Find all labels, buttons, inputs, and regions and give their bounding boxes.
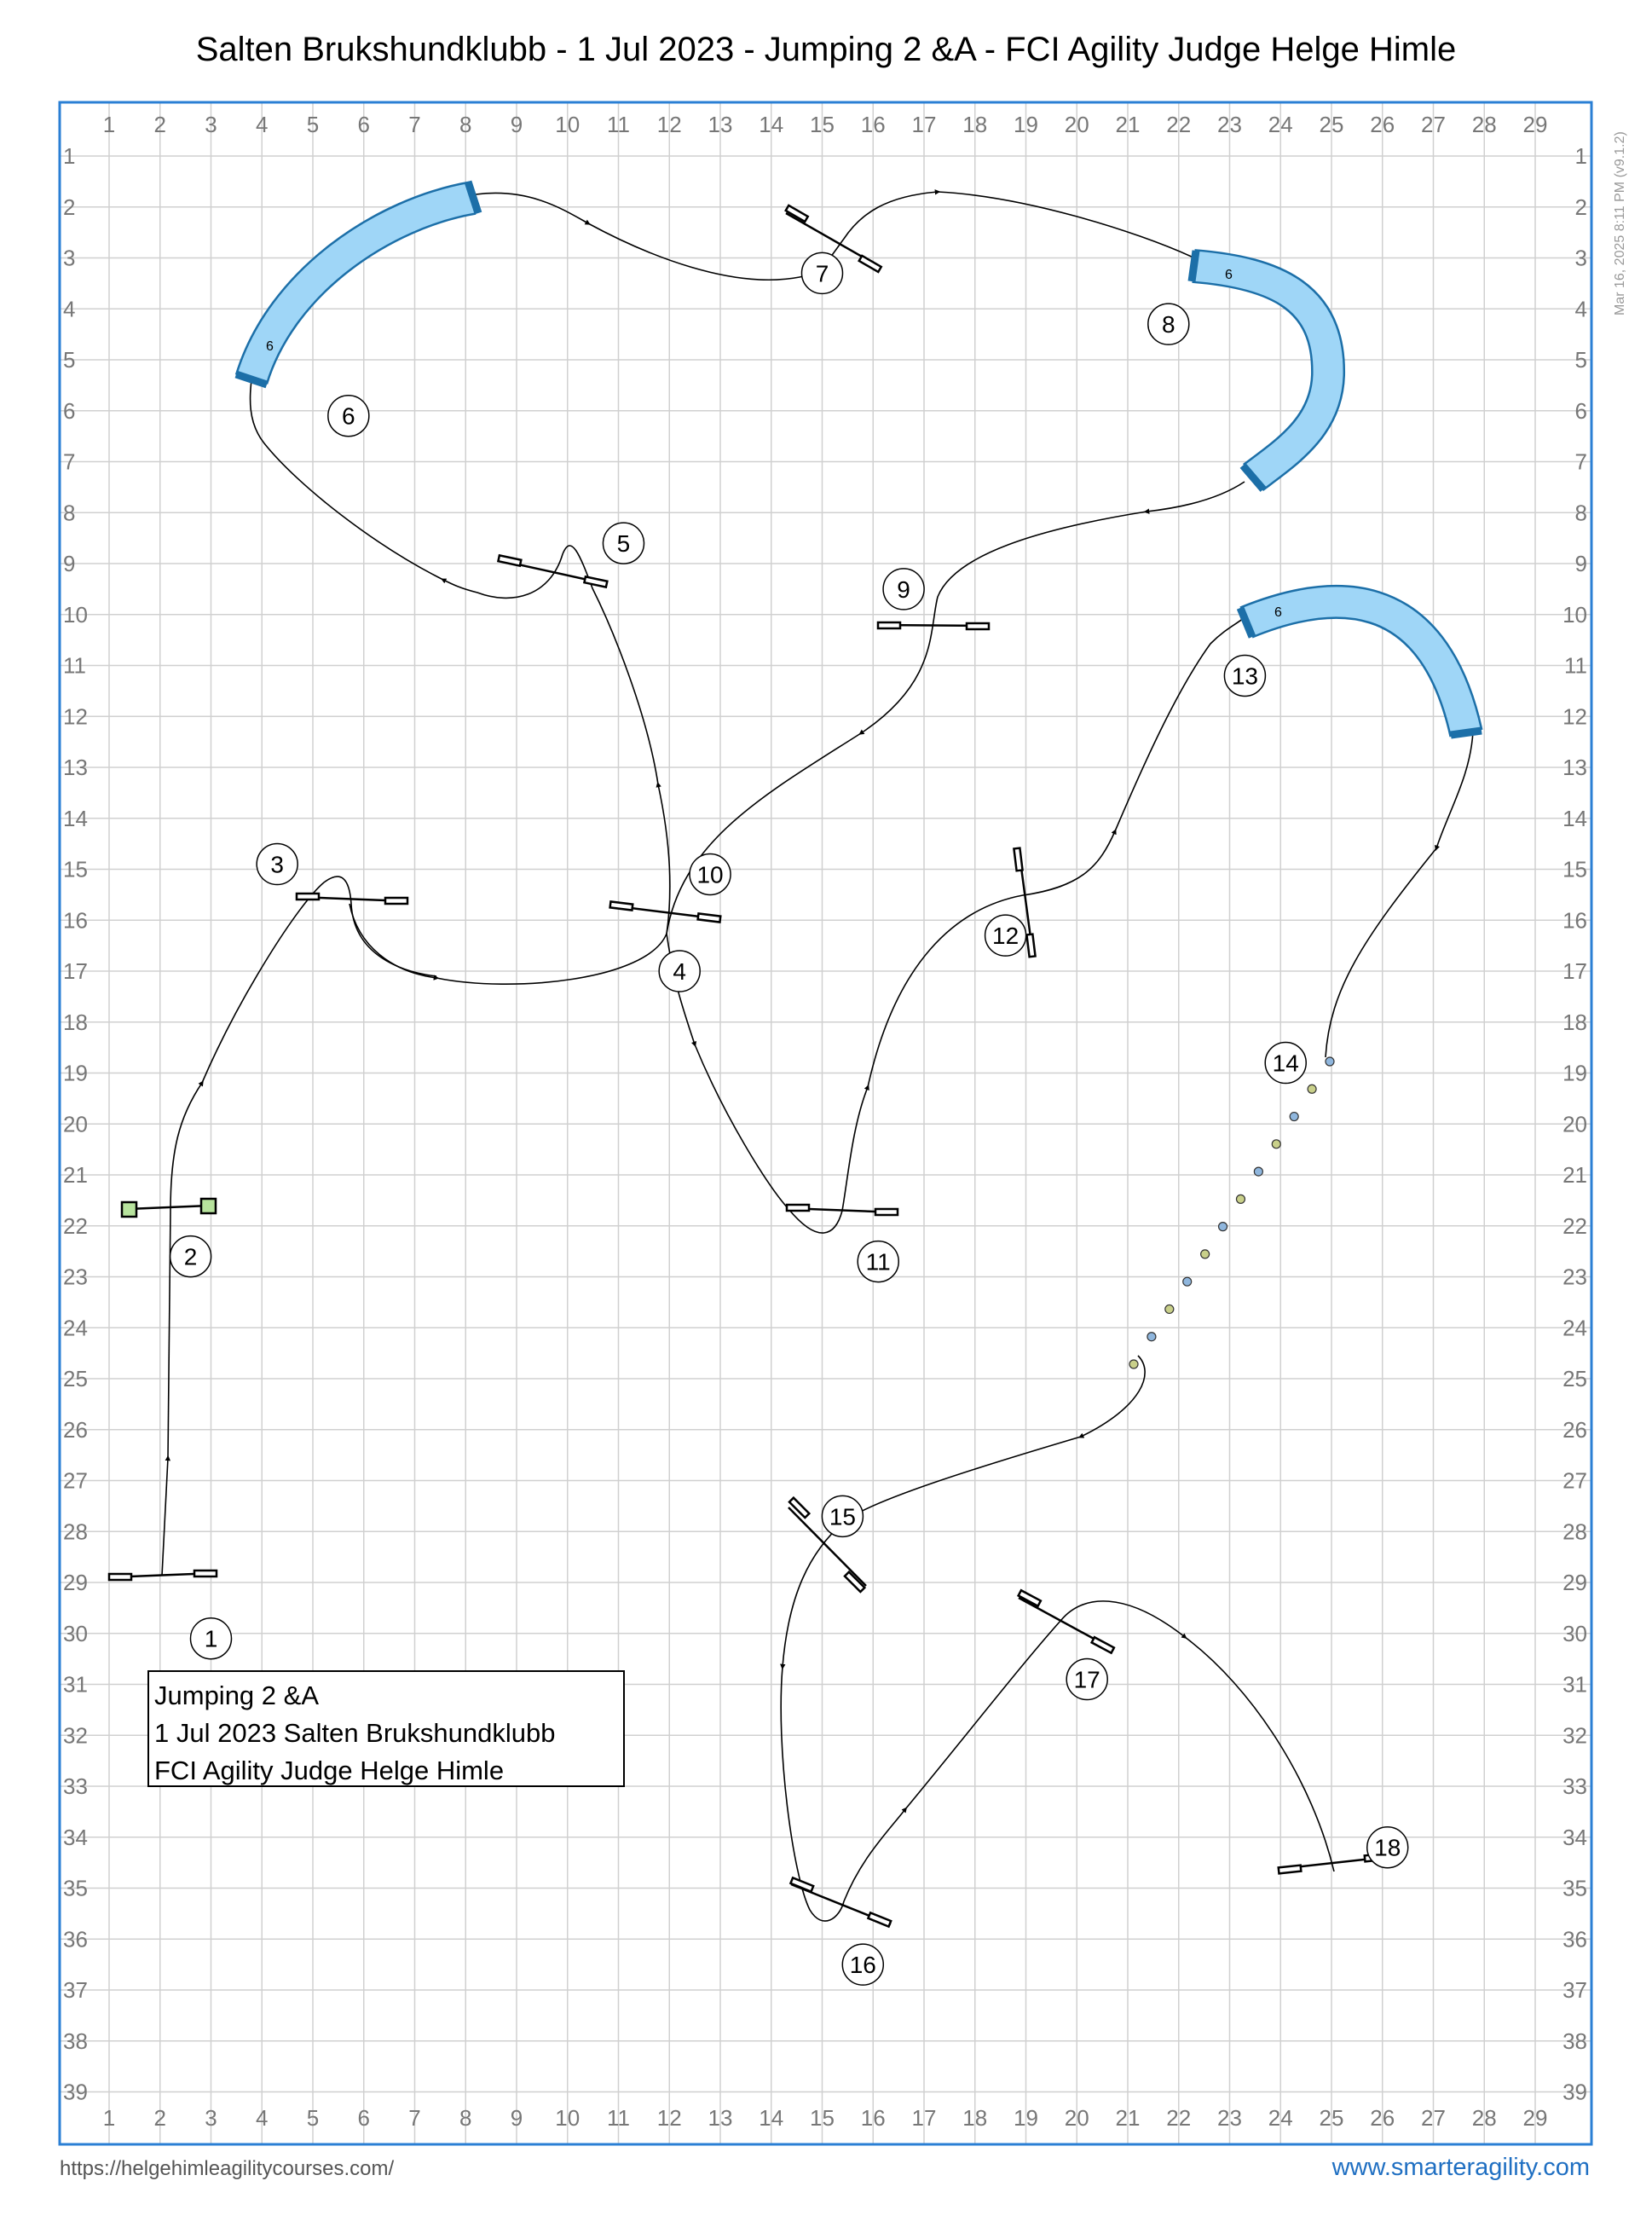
jumps bbox=[109, 205, 1387, 1927]
grid-row-label: 10 bbox=[1562, 601, 1587, 628]
obstacle-number-3 bbox=[257, 844, 297, 885]
weave-pole bbox=[1129, 1360, 1138, 1368]
obstacle-number-16 bbox=[842, 1944, 883, 1985]
weave-pole bbox=[1272, 1140, 1280, 1148]
grid-col-label: 18 bbox=[962, 112, 988, 137]
grid-row-label: 26 bbox=[1562, 1416, 1587, 1443]
path-16-17 bbox=[905, 1601, 1185, 1809]
footer-website-link[interactable]: https://helgehimleagilitycourses.com/ bbox=[60, 2157, 395, 2180]
grid-row-label: 4 bbox=[1574, 296, 1587, 322]
obstacle-number-2 bbox=[170, 1236, 211, 1277]
obstacle-number-13 bbox=[1224, 655, 1265, 696]
path-1-2b bbox=[168, 1211, 170, 1458]
grid-row-label: 29 bbox=[63, 1570, 88, 1595]
tunnel-13-label: 6 bbox=[1274, 605, 1282, 620]
svg-text:8: 8 bbox=[1162, 311, 1175, 338]
grid-col-label: 1 bbox=[102, 2105, 116, 2131]
grid-col-label: 20 bbox=[1064, 2105, 1089, 2131]
footer-brand-link[interactable]: www.smarteragility.com bbox=[1331, 2154, 1590, 2181]
grid-row-label: 37 bbox=[63, 1977, 88, 2003]
weave-pole bbox=[1290, 1113, 1298, 1121]
grid-col-label: 15 bbox=[810, 2105, 835, 2131]
grid-col-label: 11 bbox=[607, 2105, 630, 2131]
grid-col-label: 22 bbox=[1166, 112, 1192, 137]
svg-text:18: 18 bbox=[1374, 1834, 1401, 1861]
grid-row-label: 39 bbox=[63, 2079, 88, 2105]
grid-row-label: 20 bbox=[63, 1111, 88, 1137]
grid-col-label: 29 bbox=[1522, 2105, 1548, 2131]
grid-col-label: 29 bbox=[1522, 112, 1548, 137]
obstacle-number-15 bbox=[822, 1495, 863, 1536]
grid-col-label: 2 bbox=[153, 112, 166, 137]
tunnel-8 bbox=[1192, 251, 1328, 489]
svg-text:12: 12 bbox=[992, 923, 1020, 950]
grid-row-label: 12 bbox=[1562, 703, 1587, 730]
path-7-8 bbox=[938, 192, 1193, 257]
grid-col-label: 9 bbox=[510, 112, 523, 137]
grid-row-label: 5 bbox=[1574, 347, 1587, 373]
grid-col-label: 9 bbox=[510, 2105, 523, 2131]
grid-col-label: 12 bbox=[656, 112, 682, 137]
grid-col-label: 4 bbox=[256, 112, 269, 137]
grid-col-label: 15 bbox=[810, 112, 835, 137]
grid-row-label: 3 bbox=[63, 245, 76, 271]
grid-row-label: 38 bbox=[1562, 2028, 1587, 2054]
grid-col-label: 2 bbox=[153, 2105, 166, 2131]
grid-row-label: 9 bbox=[1574, 551, 1587, 576]
grid-row-label: 28 bbox=[63, 1519, 88, 1545]
grid-col-label: 5 bbox=[306, 112, 320, 137]
svg-text:4: 4 bbox=[673, 958, 686, 985]
grid-col-label: 27 bbox=[1421, 112, 1446, 137]
grid-col-label: 10 bbox=[555, 2105, 581, 2131]
svg-text:6: 6 bbox=[342, 402, 355, 430]
svg-text:16: 16 bbox=[849, 1952, 876, 1979]
grid-row-label: 36 bbox=[63, 1926, 88, 1952]
grid-col-label: 11 bbox=[607, 112, 630, 137]
path-13-14 bbox=[1436, 732, 1473, 848]
grid-row-label: 36 bbox=[1562, 1926, 1587, 1952]
svg-text:13: 13 bbox=[1231, 662, 1259, 690]
grid-row-label: 13 bbox=[63, 755, 88, 780]
grid-col-label: 7 bbox=[408, 112, 421, 137]
path-2-3 bbox=[170, 1083, 202, 1211]
grid-row-label: 5 bbox=[63, 347, 76, 373]
grid-row-label: 7 bbox=[63, 448, 76, 475]
tunnel-6 bbox=[236, 182, 478, 385]
grid-row-label: 25 bbox=[63, 1366, 88, 1391]
grid-row-label: 37 bbox=[1562, 1977, 1587, 2003]
grid-row-label: 19 bbox=[63, 1060, 88, 1086]
grid-row-label: 14 bbox=[1562, 805, 1587, 831]
grid-row-label: 22 bbox=[1562, 1212, 1587, 1239]
grid-row-label: 14 bbox=[63, 805, 88, 831]
grid-col-label: 21 bbox=[1115, 2105, 1141, 2131]
grid-col-label: 25 bbox=[1319, 2105, 1344, 2131]
grid-col-label: 16 bbox=[860, 2105, 886, 2131]
grid-col-label: 3 bbox=[205, 2105, 217, 2131]
jump-4 bbox=[610, 901, 721, 922]
grid-row-label: 27 bbox=[1562, 1467, 1587, 1494]
grid-row-label: 11 bbox=[63, 652, 86, 679]
grid-row-label: 32 bbox=[1562, 1722, 1587, 1749]
grid-col-label: 28 bbox=[1471, 112, 1497, 137]
weave-pole bbox=[1183, 1277, 1192, 1286]
tunnel-6-label: 6 bbox=[266, 339, 274, 354]
grid-col-label: 3 bbox=[205, 112, 217, 137]
grid-col-label: 10 bbox=[555, 112, 581, 137]
obstacle-number-6 bbox=[328, 396, 369, 437]
grid-col-label: 17 bbox=[911, 112, 937, 137]
grid-row-label: 21 bbox=[1562, 1162, 1587, 1188]
grid-col-label: 14 bbox=[759, 2105, 784, 2131]
grid-row-label: 39 bbox=[1562, 2079, 1587, 2105]
svg-text:15: 15 bbox=[829, 1503, 856, 1530]
grid-col-label: 12 bbox=[656, 2105, 682, 2131]
svg-text:1: 1 bbox=[204, 1625, 218, 1652]
grid-row-label: 31 bbox=[63, 1671, 88, 1698]
path-1-2 bbox=[162, 1458, 168, 1576]
grid-col-label: 1 bbox=[102, 112, 116, 137]
grid-row-label: 8 bbox=[63, 500, 76, 526]
svg-text:2: 2 bbox=[183, 1243, 198, 1270]
grid-row-label: 17 bbox=[63, 958, 88, 984]
grid-row-label: 16 bbox=[63, 907, 88, 934]
grid-col-label: 14 bbox=[759, 112, 784, 137]
svg-text:3: 3 bbox=[270, 851, 284, 878]
course-info-box bbox=[147, 1670, 625, 1787]
grid-row-label: 15 bbox=[1562, 856, 1587, 882]
path-3-4b bbox=[436, 934, 667, 984]
grid-col-label: 19 bbox=[1014, 112, 1038, 137]
grid-row-label: 27 bbox=[63, 1467, 88, 1494]
svg-text:17: 17 bbox=[1073, 1666, 1100, 1693]
grid-row-label: 8 bbox=[1574, 500, 1587, 526]
grid-lines bbox=[60, 102, 1591, 2144]
grid-row-label: 23 bbox=[63, 1264, 88, 1290]
grid-row-label: 22 bbox=[63, 1212, 88, 1239]
grid-col-label: 20 bbox=[1064, 112, 1089, 137]
course-title: Salten Brukshundklubb - 1 Jul 2023 - Jumping 2 &A - FCI Agility Judge Helge Himle bbox=[195, 31, 1457, 68]
grid-row-label: 16 bbox=[1562, 907, 1587, 934]
path-17-18 bbox=[1185, 1637, 1334, 1871]
grid-row-label: 33 bbox=[63, 1773, 88, 1799]
jump-16 bbox=[790, 1877, 891, 1926]
path-3-4 bbox=[349, 904, 436, 978]
obstacle-number-9 bbox=[883, 569, 924, 610]
grid-col-label: 22 bbox=[1166, 2105, 1192, 2131]
grid-row-label: 9 bbox=[63, 551, 76, 576]
grid-col-label: 24 bbox=[1268, 2105, 1293, 2131]
obstacle-number-8 bbox=[1148, 304, 1189, 344]
grid-col-label: 26 bbox=[1370, 2105, 1395, 2131]
grid-col-label: 24 bbox=[1268, 112, 1293, 137]
obstacle-number-17 bbox=[1066, 1659, 1107, 1700]
grid-row-label: 35 bbox=[63, 1875, 88, 1901]
weave-pole bbox=[1201, 1250, 1210, 1258]
weave-pole bbox=[1236, 1195, 1245, 1203]
grid-row-label: 21 bbox=[63, 1162, 88, 1188]
grid-row-label: 24 bbox=[1562, 1315, 1587, 1341]
obstacle-number-18 bbox=[1367, 1827, 1408, 1868]
grid-row-label: 13 bbox=[1562, 755, 1587, 780]
grid-row-label: 31 bbox=[1562, 1671, 1587, 1698]
path-9-10 bbox=[667, 733, 861, 934]
grid-row-label: 30 bbox=[63, 1620, 88, 1646]
tunnel-13 bbox=[1240, 602, 1482, 735]
obstacle-number-7 bbox=[802, 252, 843, 293]
grid-col-label: 19 bbox=[1014, 2105, 1038, 2131]
grid-row-label: 23 bbox=[1562, 1264, 1587, 1290]
grid-row-label: 34 bbox=[63, 1824, 88, 1850]
obstacle-number-10 bbox=[690, 853, 731, 894]
grid-row-label: 12 bbox=[63, 703, 88, 730]
grid-col-label: 16 bbox=[860, 112, 886, 137]
info-judge: FCI Agility Judge Helge Himle bbox=[154, 1756, 505, 1785]
weave-pole bbox=[1147, 1333, 1156, 1341]
obstacle-number-14 bbox=[1265, 1043, 1306, 1084]
weave-pole bbox=[1254, 1167, 1262, 1176]
grid-col-label: 8 bbox=[459, 2105, 472, 2131]
obstacle-number-4 bbox=[659, 951, 700, 992]
svg-text:5: 5 bbox=[616, 530, 631, 558]
path-14-15b bbox=[783, 1437, 1081, 1667]
grid-col-label: 5 bbox=[306, 2105, 320, 2131]
grid-row-label: 3 bbox=[1574, 245, 1587, 271]
path-2-3b bbox=[202, 876, 436, 1083]
grid-row-label: 24 bbox=[63, 1315, 88, 1341]
grid-row-label: 29 bbox=[1562, 1570, 1587, 1595]
weave-pole bbox=[1165, 1305, 1174, 1313]
grid-row-label: 26 bbox=[63, 1416, 88, 1443]
grid-col-label: 28 bbox=[1471, 2105, 1497, 2131]
obstacle-number-5 bbox=[603, 523, 644, 564]
grid-row-label: 10 bbox=[63, 601, 88, 628]
jump-5 bbox=[498, 555, 607, 587]
grid-row-label: 19 bbox=[1562, 1060, 1587, 1086]
grid-row-label: 25 bbox=[1562, 1366, 1587, 1391]
weave-pole bbox=[1308, 1085, 1316, 1093]
svg-text:10: 10 bbox=[696, 861, 724, 888]
info-class: Jumping 2 &A bbox=[154, 1681, 319, 1710]
grid-row-label: 6 bbox=[63, 397, 76, 424]
grid-col-label: 13 bbox=[708, 112, 733, 137]
weave-pole bbox=[1326, 1057, 1334, 1066]
grid-col-label: 7 bbox=[408, 2105, 421, 2131]
grid-row-label: 18 bbox=[63, 1009, 88, 1035]
jump-17 bbox=[1019, 1590, 1114, 1652]
grid-col-label: 18 bbox=[962, 2105, 988, 2131]
weave-pole bbox=[1219, 1223, 1227, 1231]
grid-col-label: 13 bbox=[708, 2105, 733, 2131]
jump-2 bbox=[122, 1199, 216, 1217]
tunnel-8-label: 6 bbox=[1225, 268, 1233, 282]
svg-text:11: 11 bbox=[865, 1248, 891, 1276]
grid-row-label: 30 bbox=[1562, 1620, 1587, 1646]
grid-col-label: 26 bbox=[1370, 112, 1395, 137]
path-6-7 bbox=[476, 193, 588, 223]
path-6-7b bbox=[588, 192, 938, 280]
info-date-club: 1 Jul 2023 Salten Brukshundklubb bbox=[154, 1718, 556, 1748]
obstacle-number-1 bbox=[191, 1618, 232, 1659]
grid-col-label: 23 bbox=[1217, 2105, 1242, 2131]
grid-row-label: 32 bbox=[63, 1722, 88, 1749]
path-12-13 bbox=[1115, 614, 1249, 831]
path-13-14b bbox=[1326, 848, 1436, 1057]
grid-row-label: 2 bbox=[1574, 194, 1587, 220]
grid-row-label: 35 bbox=[1562, 1875, 1587, 1901]
version-stamp: Mar 16, 2025 8:11 PM (v9.1.2) bbox=[1613, 131, 1627, 315]
jump-11 bbox=[787, 1205, 898, 1215]
grid-row-label: 33 bbox=[1562, 1773, 1587, 1799]
grid-row-label: 7 bbox=[1574, 448, 1587, 475]
svg-text:14: 14 bbox=[1272, 1050, 1299, 1077]
grid-col-label: 21 bbox=[1115, 112, 1141, 137]
grid-col-label: 6 bbox=[357, 2105, 370, 2131]
grid-col-label: 23 bbox=[1217, 112, 1242, 137]
grid-row-label: 6 bbox=[1574, 397, 1587, 424]
obstacle-number-11 bbox=[858, 1241, 898, 1282]
svg-text:9: 9 bbox=[897, 576, 910, 603]
grid-row-label: 34 bbox=[1562, 1824, 1587, 1850]
grid-col-label: 27 bbox=[1421, 2105, 1446, 2131]
grid-row-label: 38 bbox=[63, 2028, 88, 2054]
grid-row-label: 18 bbox=[1562, 1009, 1587, 1035]
grid-row-label: 11 bbox=[1564, 652, 1587, 679]
grid-row-label: 4 bbox=[63, 296, 76, 322]
grid-col-label: 6 bbox=[357, 112, 370, 137]
weave-poles-14 bbox=[1129, 1057, 1334, 1368]
grid-col-label: 17 bbox=[911, 2105, 937, 2131]
grid-col-label: 4 bbox=[256, 2105, 269, 2131]
grid-row-label: 20 bbox=[1562, 1111, 1587, 1137]
path-8-9b bbox=[861, 512, 1147, 733]
grid-row-label: 1 bbox=[63, 143, 76, 169]
grid-row-label: 28 bbox=[1562, 1519, 1587, 1545]
obstacle-number-12 bbox=[985, 915, 1026, 956]
grid-col-label: 8 bbox=[459, 112, 472, 137]
grid-row-label: 17 bbox=[1562, 958, 1587, 984]
grid-row-label: 1 bbox=[1574, 143, 1587, 169]
grid-row-label: 2 bbox=[63, 194, 76, 220]
svg-text:7: 7 bbox=[815, 260, 829, 287]
grid-row-label: 15 bbox=[63, 856, 88, 882]
grid-col-label: 25 bbox=[1319, 112, 1344, 137]
